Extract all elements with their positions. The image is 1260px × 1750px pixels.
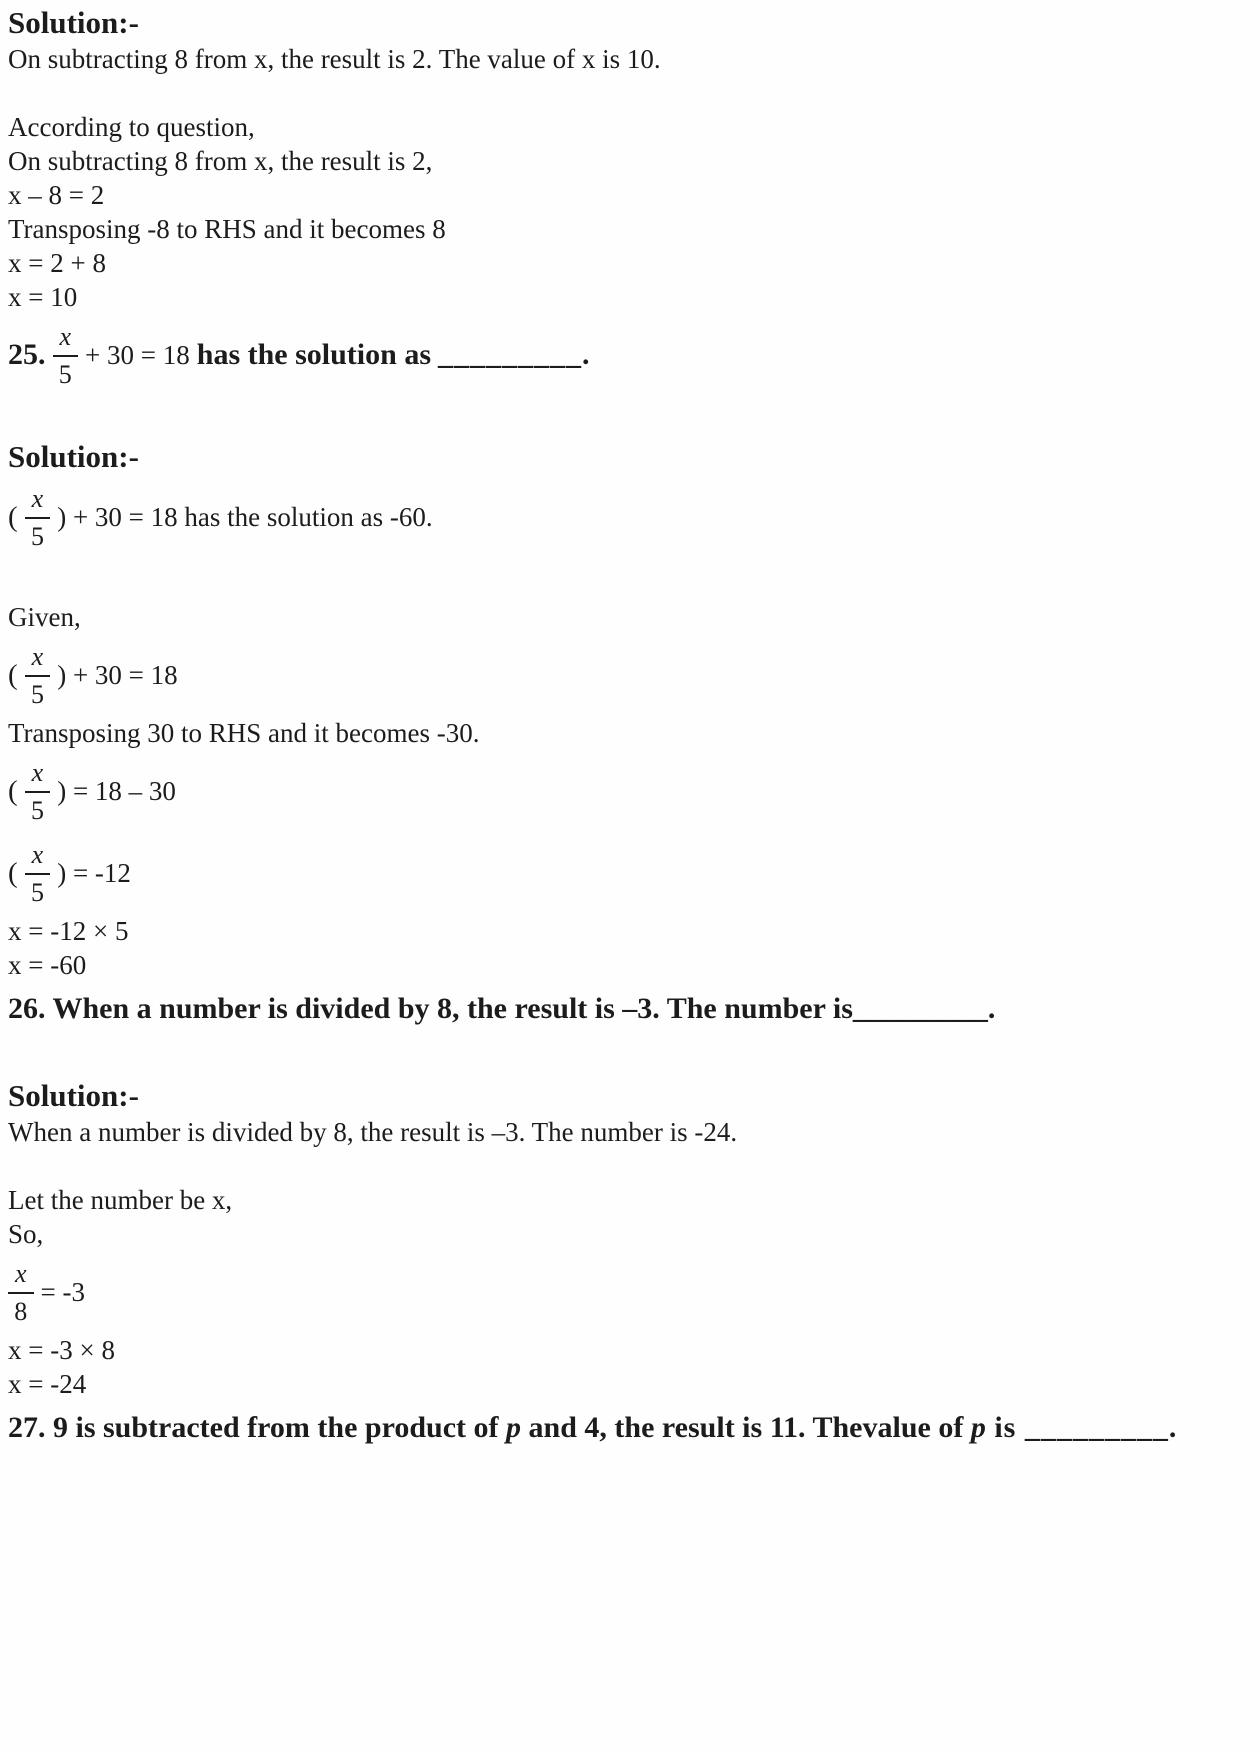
solution-25-answer — [8, 476, 1246, 558]
fraction-denominator: 5 — [30, 522, 44, 551]
solution-26-heading: Solution:- — [8, 1078, 139, 1113]
fraction — [8, 1259, 34, 1325]
fraction-numerator: x — [53, 322, 79, 357]
fraction — [25, 758, 51, 824]
question-25-text: has the solution as — [196, 338, 431, 371]
equation-line: x = -24 — [8, 1369, 87, 1399]
solution-24-line-3: Transposing -8 to RHS and it becomes 8 — [8, 214, 446, 244]
equation-tail: ) = -12 — [57, 857, 131, 888]
given-label: Given, — [8, 602, 81, 632]
fraction-numerator: x — [25, 642, 51, 677]
question-25-blank: _________. — [438, 338, 591, 371]
question-27-variable-p: p — [970, 1411, 986, 1444]
solution-25-heading: Solution:- — [8, 439, 139, 474]
equation-tail: = -3 — [40, 1276, 86, 1307]
fraction-denominator: 5 — [30, 878, 44, 907]
fraction-denominator: 5 — [30, 796, 44, 825]
solution-25-answer-tail: ) + 30 = 18 has the solution as -60. — [57, 501, 433, 532]
fraction-denominator: 8 — [14, 1297, 28, 1326]
fraction — [25, 840, 51, 906]
fraction-numerator: x — [25, 484, 51, 519]
question-25-number: 25. — [8, 338, 46, 371]
fraction-numerator: x — [25, 758, 51, 793]
equation-line: x = -60 — [8, 950, 87, 980]
solution-24-line-1: According to question, — [8, 112, 255, 142]
question-26-title: 26. When a number is divided by 8, the result is –3. The number is_________. — [8, 992, 996, 1025]
question-25-title — [8, 314, 1246, 396]
fraction-numerator: x — [25, 840, 51, 875]
equation-line: x = 10 — [8, 282, 78, 312]
question-25-equation-tail: + 30 = 18 — [85, 339, 190, 370]
solution-25-transposing: Transposing 30 to RHS and it becomes -30. — [8, 718, 480, 748]
question-27-variable-p: p — [506, 1411, 522, 1444]
equation-tail: ) = 18 – 30 — [57, 775, 176, 806]
open-paren: ( — [8, 774, 18, 807]
fraction — [25, 642, 51, 708]
fraction — [25, 484, 51, 550]
solution-26-line-1: Let the number be x, — [8, 1185, 233, 1215]
question-27-segment-2: and 4, the result is 11. Thevalue of — [521, 1411, 971, 1444]
fraction — [53, 322, 79, 388]
open-paren: ( — [8, 856, 18, 889]
solution-24-intro: On subtracting 8 from x, the result is 2. The value of x is 10. — [8, 44, 661, 74]
equation-line: x = 2 + 8 — [8, 248, 106, 278]
equation-tail: ) + 30 = 18 — [57, 659, 178, 690]
equation-line — [8, 832, 1246, 914]
open-paren: ( — [8, 658, 18, 691]
equation-line — [8, 750, 1246, 832]
open-paren: ( — [8, 500, 18, 533]
fraction-numerator: x — [8, 1259, 34, 1294]
equation-line: x = -3 × 8 — [8, 1335, 115, 1365]
fraction-denominator: 5 — [30, 680, 44, 709]
equation-line — [8, 634, 1246, 716]
equation-line — [8, 1251, 1246, 1333]
question-27-segment-1: 27. 9 is subtracted from the product of — [8, 1411, 507, 1444]
solution-24-heading: Solution:- — [8, 5, 139, 40]
equation-line: x – 8 = 2 — [8, 180, 105, 210]
solution-24-line-2: On subtracting 8 from x, the result is 2, — [8, 146, 433, 176]
solution-26-answer: When a number is divided by 8, the result is –3. The number is -24. — [8, 1117, 738, 1147]
equation-line: x = -12 × 5 — [8, 916, 129, 946]
solution-26-line-2: So, — [8, 1219, 44, 1249]
question-27-title — [8, 1401, 1246, 1454]
question-27-blank: is _________. — [985, 1411, 1178, 1444]
fraction-denominator: 5 — [58, 360, 72, 389]
